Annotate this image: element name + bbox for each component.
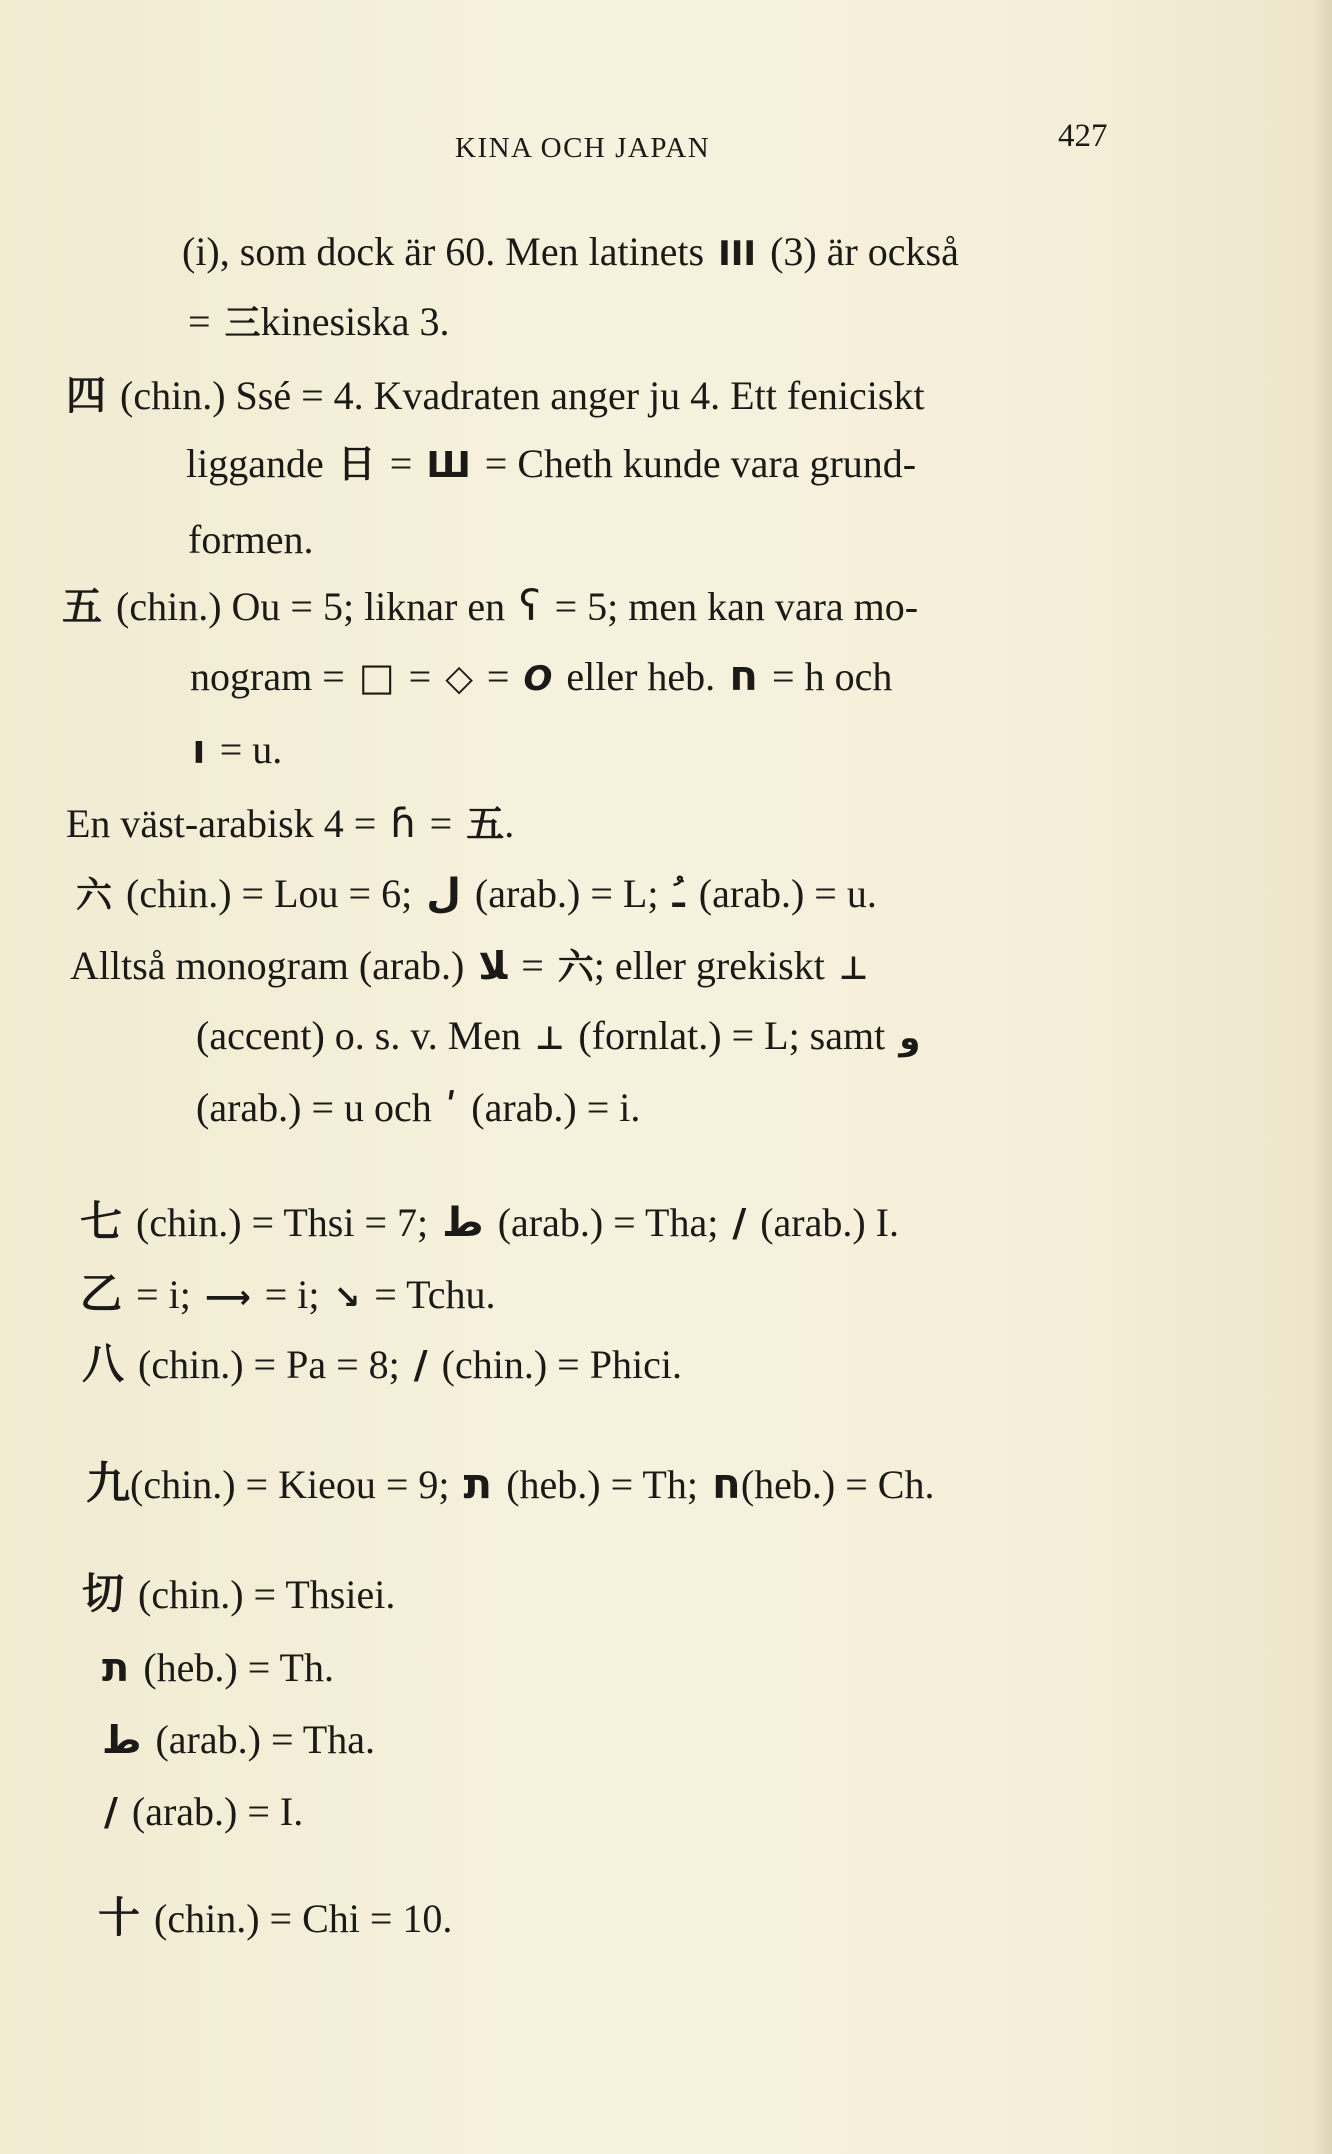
text: =: [521, 943, 544, 988]
old-latin-l-glyph: ⊥: [535, 1019, 565, 1057]
text: (arab.) = i.: [471, 1085, 641, 1130]
text: (chin.) = Thsi = 7;: [136, 1200, 429, 1245]
phoenician-cheth-glyph: 日: [337, 441, 376, 486]
arabic-slash-glyph: /: [104, 1790, 118, 1834]
chinese-six-glyph: 六: [557, 946, 594, 988]
greek-accent-glyph: ⊥: [838, 949, 869, 987]
text-line-5: [188, 516, 314, 564]
text-line-2: [188, 298, 449, 347]
text: (arab.) = I.: [131, 1789, 304, 1834]
text: En väst-arabisk 4 =: [66, 801, 377, 846]
arabic-slash-glyph: /: [732, 1201, 747, 1245]
text: = i;: [264, 1272, 320, 1317]
text: (arab.) = L;: [474, 871, 659, 916]
text: (arab.) = Tha;: [497, 1200, 719, 1245]
text-line-18: [82, 1570, 395, 1619]
text: kinesiska 3.: [260, 299, 450, 344]
text-line-10: [76, 870, 877, 920]
arabic-i-mark-glyph: ʹ: [445, 1086, 458, 1130]
text-line-17: [86, 1460, 934, 1509]
hebrew-tav-glyph: ת: [102, 1645, 130, 1691]
text: .: [504, 801, 515, 846]
stroke-diagonal-glyph: ↘: [333, 1278, 361, 1316]
text: eller heb.: [566, 654, 716, 699]
chinese-four-glyph: 四: [66, 372, 106, 419]
text: (chin.) = Lou = 6;: [126, 871, 413, 916]
text: = u.: [219, 727, 283, 772]
west-arabic-four-glyph: ɦ: [390, 801, 416, 847]
text: ; eller grekiskt: [593, 943, 825, 988]
hebrew-vav-glyph: ו: [192, 727, 206, 773]
text-line-21: [104, 1788, 303, 1836]
page-number: 427: [1058, 118, 1108, 154]
text: =: [486, 654, 510, 699]
arabic-tha-glyph: ط: [442, 1200, 484, 1246]
text: = 5; men kan vara mo-: [554, 584, 919, 629]
text: (chin.) = Thsiei.: [138, 1572, 396, 1617]
text: (arab.) = u och: [196, 1085, 432, 1130]
cheth-glyph: Ш: [426, 445, 471, 486]
chinese-eight-glyph: 八: [82, 1339, 125, 1388]
roman-numeral-glyph: III: [718, 234, 757, 274]
hebrew-het-glyph: ח: [729, 651, 759, 700]
text-line-15: [80, 1270, 496, 1321]
text-line-1: [182, 228, 959, 278]
text: (heb.) = Th.: [143, 1645, 334, 1690]
page-edge: [1314, 0, 1332, 2154]
text-line-8: [192, 726, 282, 774]
text: (arab.) = Tha.: [155, 1717, 375, 1762]
text: (chin.) Ou = 5; liknar en: [116, 584, 506, 629]
chinese-nine-glyph: 九: [86, 1458, 130, 1509]
chinese-three-glyph: 三: [224, 302, 261, 344]
text-line-14: [80, 1198, 899, 1247]
arabic-lam-glyph: ل: [426, 871, 461, 917]
text: =: [408, 654, 432, 699]
arabic-monogram-glyph: ﻼ: [478, 944, 508, 988]
text: =: [429, 801, 453, 846]
diamond-glyph: ◇: [445, 658, 473, 699]
text-line-4: [186, 440, 916, 490]
stroke-arrow-glyph: ⟶: [204, 1278, 251, 1316]
text-line-7: [190, 652, 892, 703]
chinese-yi-glyph: 乙: [80, 1269, 123, 1318]
running-header: KINA OCH JAPAN: [455, 132, 711, 164]
text-line-6: [62, 582, 918, 631]
text-line-9: [66, 800, 514, 848]
text: (fornlat.) = L; samt: [578, 1013, 886, 1058]
text-line-12: [196, 1012, 920, 1062]
numeral-five-glyph: ʕ: [519, 581, 541, 630]
text-line-22: [98, 1894, 452, 1943]
arabic-tha-glyph: ط: [102, 1718, 142, 1762]
text: =: [389, 441, 413, 486]
text: (heb.) = Ch.: [740, 1462, 935, 1507]
text: = Cheth kunde vara grund-: [484, 441, 917, 486]
text: (chin.) Ssé = 4. Kvadraten anger ju 4. Ett feniciskt: [120, 373, 925, 418]
text: nogram =: [190, 654, 345, 699]
text: formen.: [188, 517, 314, 562]
text: (chin.) = Kieou = 9;: [130, 1462, 450, 1507]
text: (3) är också: [770, 229, 959, 274]
arabic-damma-glyph: ـُ: [672, 875, 685, 916]
hebrew-het-glyph: ח: [711, 1459, 741, 1508]
text: (i), som dock är 60. Men latinets: [182, 229, 705, 274]
circle-glyph: O: [523, 659, 553, 699]
chinese-qie-glyph: 切: [82, 1569, 125, 1618]
chinese-stroke-glyph: /: [413, 1343, 428, 1387]
text: Alltså monogram (arab.): [70, 943, 465, 988]
chinese-five-glyph: 五: [62, 583, 102, 630]
text: (arab.) = u.: [698, 871, 877, 916]
text: = i;: [136, 1272, 191, 1317]
text: (arab.) I.: [760, 1200, 899, 1245]
text: = Tchu.: [374, 1272, 496, 1317]
text-line-16: [82, 1340, 682, 1389]
text: = h och: [772, 654, 893, 699]
hebrew-tav-glyph: ת: [463, 1459, 493, 1508]
text-line-19: [102, 1644, 334, 1692]
text: (chin.) = Phici.: [441, 1342, 682, 1387]
chinese-five-glyph: 五: [466, 801, 505, 846]
text: (heb.) = Th;: [506, 1462, 698, 1507]
text: (accent) o. s. v. Men: [196, 1013, 522, 1058]
chinese-six-glyph: 六: [76, 874, 113, 916]
chinese-seven-glyph: 七: [80, 1197, 123, 1246]
text: (chin.) = Chi = 10.: [154, 1896, 453, 1941]
arabic-waw-glyph: و: [899, 1018, 921, 1058]
text-line-3: [66, 372, 925, 420]
text: =: [188, 299, 211, 344]
text: liggande: [186, 441, 324, 486]
text-line-20: [102, 1716, 375, 1764]
text: (chin.) = Pa = 8;: [138, 1342, 400, 1387]
text-line-13: [196, 1084, 640, 1132]
square-glyph: □: [358, 655, 395, 699]
chinese-ten-glyph: 十: [98, 1893, 141, 1942]
text-line-11: [70, 942, 868, 992]
